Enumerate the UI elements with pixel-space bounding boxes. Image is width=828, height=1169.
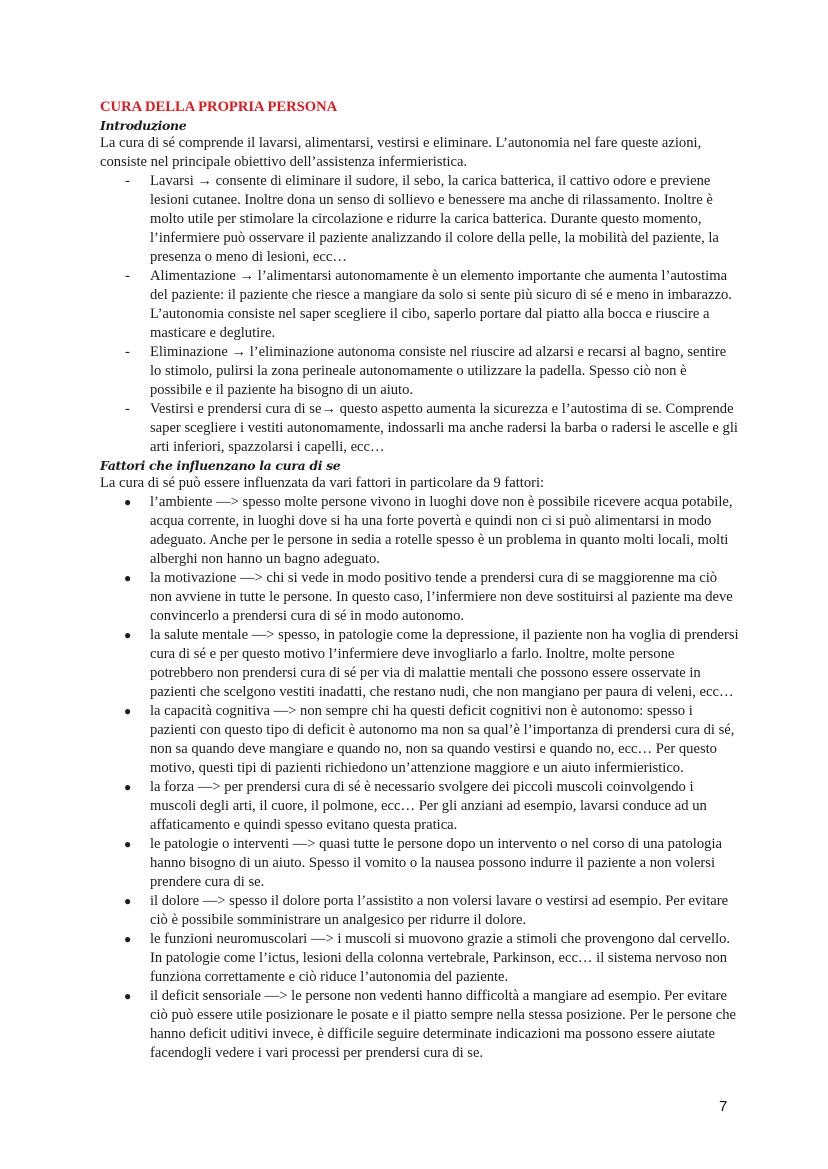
page-number: 7 (719, 1098, 728, 1115)
section-fattori (100, 457, 740, 1063)
list-item (100, 267, 740, 343)
list-item-text: la salute mentale —> spesso, in patologie come la depressione, il paziente non ha voglia di prendersi cura di sé e per questo motivo l’infermiere deve invogliarlo a farlo. Inoltre, molte persone potrebbero non prendersi cura di sé per via di malattie mentali che possono essere osservate in pazienti che scelgono vestiti inadatti, che restano nudi, che non mangiano per paura di veleni, ecc… (150, 627, 739, 700)
list-item-text: le patologie o interventi —> quasi tutte le persone dopo un intervento o nel corso di una patologia hanno bisogno di un aiuto. Spesso il vomito o la nausea possono indurre il paziente a non volersi prendere cura di se. (150, 836, 722, 890)
dash-marker: - (125, 268, 130, 284)
section-introduzione (100, 117, 740, 457)
bullet-icon: ● (124, 495, 132, 509)
dash-marker: - (125, 344, 130, 360)
dash-marker: - (125, 173, 130, 189)
bullet-icon: ● (124, 571, 132, 585)
list-item (100, 569, 740, 626)
list-item (100, 626, 740, 702)
bullet-icon: ● (124, 780, 132, 794)
list-item (100, 835, 740, 892)
list-item (100, 400, 740, 457)
list-item-text: Lavarsi → consente di eliminare il sudore, il sebo, la carica batterica, il cattivo odore e previene lesioni cutanee. Inoltre dona un senso di sollievo e benessere ma anche di rilassamento. Inoltre è molto utile per stimolare la circolazione e ridurre la carica batterica. Durante questo momento, l’infermiere può osservare il paziente analizzando il colore della pelle, la mobilità del paziente, la presenza o meno di lesioni, ecc… (150, 173, 719, 265)
section-intro: La cura di sé può essere influenzata da vari fattori in particolare da 9 fattori: (100, 475, 545, 491)
list-item-text: il deficit sensoriale —> le persone non vedenti hanno difficoltà a mangiare ad esempio. Per evitare ciò può essere utile posizionare le posate e il piatto sempre nella stessa posizione. Per le persone che hanno deficit uditivi invece, è difficile seguire determinate indicazioni ma possono essere aiutate facendogli vedere i vari processi per prendersi cura di se. (150, 988, 736, 1061)
list-item (100, 987, 740, 1063)
bullet-icon: ● (124, 628, 132, 642)
bullet-list (100, 493, 740, 1063)
list-item-text: la forza —> per prendersi cura di sé è necessario svolgere dei piccoli muscoli coinvolgendo i muscoli degli arti, il cuore, il polmone, ecc… Per gli anziani ad esempio, lavarsi conduce ad un affaticamento e quindi spesso evitano questa pratica. (150, 779, 707, 833)
list-item (100, 493, 740, 569)
list-item-text: la motivazione —> chi si vede in modo positivo tende a prendersi cura di se maggiorenne ma ciò non avviene in tutte le persone. In questo caso, l’infermiere non deve sostituirsi al paziente ma deve convincerlo a prendersi cura di sé in modo autonomo. (150, 570, 733, 624)
list-item-text: la capacità cognitiva —> non sempre chi ha questi deficit cognitivi non è autonomo: spesso i pazienti con questo tipo di deficit è autonomo ma non sa qual’è l’importanza di prendersi cura di sé, non sa quando deve mangiare e quando no, non sa quando vestirsi e quando no, ecc… Per questo motivo, questi tipi di pazienti richiedono un’attenzione maggiore e un aiuto infermieristico. (150, 703, 735, 776)
section-heading: Introduzione (100, 118, 187, 133)
bullet-icon: ● (124, 837, 132, 851)
list-item-text: Vestirsi e prendersi cura di se→ questo aspetto aumenta la sicurezza e l’autostima di se. Comprende saper scegliere i vestiti autonomamente, indossarli ma anche radersi la barba o radersi le ascelle e gli arti inferiori, spazzolarsi i capelli, ecc… (150, 401, 738, 455)
list-item (100, 343, 740, 400)
list-item (100, 778, 740, 835)
section-heading: Fattori che influenzano la cura di se (100, 458, 341, 473)
dash-marker: - (125, 401, 130, 417)
document-page (100, 98, 740, 1063)
list-item-text: il dolore —> spesso il dolore porta l’assistito a non volersi lavare o vestirsi ad esempio. Per evitare ciò è possibile somministrare un analgesico per ridurre il dolore. (150, 893, 729, 928)
bullet-icon: ● (124, 989, 132, 1003)
list-item (100, 172, 740, 267)
list-item (100, 702, 740, 778)
document-title: CURA DELLA PROPRIA PERSONA (100, 99, 338, 115)
list-item-text: l’ambiente —> spesso molte persone vivono in luoghi dove non è possibile ricevere acqua potabile, acqua corrente, in luoghi dove si ha una forte povertà e quindi non ci si può alimentarsi in modo adeguato. Anche per le persone in sedia a rotelle spesso è un problema in quanto molti locali, molti alberghi non hanno un bagno adeguato. (150, 494, 733, 567)
dash-list (100, 172, 740, 457)
list-item-text: Alimentazione → l’alimentarsi autonomamente è un elemento importante che aumenta l’autostima del paziente: il paziente che riesce a mangiare da solo si sente più sicuro di sé e meno in imbarazzo. L’autonomia consiste nel saper scegliere il cibo, saperlo portare dal piatto alla bocca e riuscire a masticare e deglutire. (150, 268, 732, 341)
list-item (100, 930, 740, 987)
bullet-icon: ● (124, 932, 132, 946)
section-intro: La cura di sé comprende il lavarsi, alimentarsi, vestirsi e eliminare. L’autonomia nel fare queste azioni, consiste nel principale obiettivo dell’assistenza infermieristica. (100, 135, 702, 170)
list-item (100, 892, 740, 930)
bullet-icon: ● (124, 894, 132, 908)
bullet-icon: ● (124, 704, 132, 718)
list-item-text: le funzioni neuromuscolari —> i muscoli si muovono grazie a stimoli che provengono dal cervello. In patologie come l’ictus, lesioni della colonna vertebrale, Parkinson, ecc… il sistema nervoso non funziona correttamente e ciò riduce l’autonomia del paziente. (150, 931, 731, 985)
list-item-text: Eliminazione → l’eliminazione autonoma consiste nel riuscire ad alzarsi e recarsi al bagno, sentire lo stimolo, pulirsi la zona perineale autonomamente o utilizzare la padella. Spesso ciò non è possibile e il paziente ha bisogno di un aiuto. (150, 344, 727, 398)
